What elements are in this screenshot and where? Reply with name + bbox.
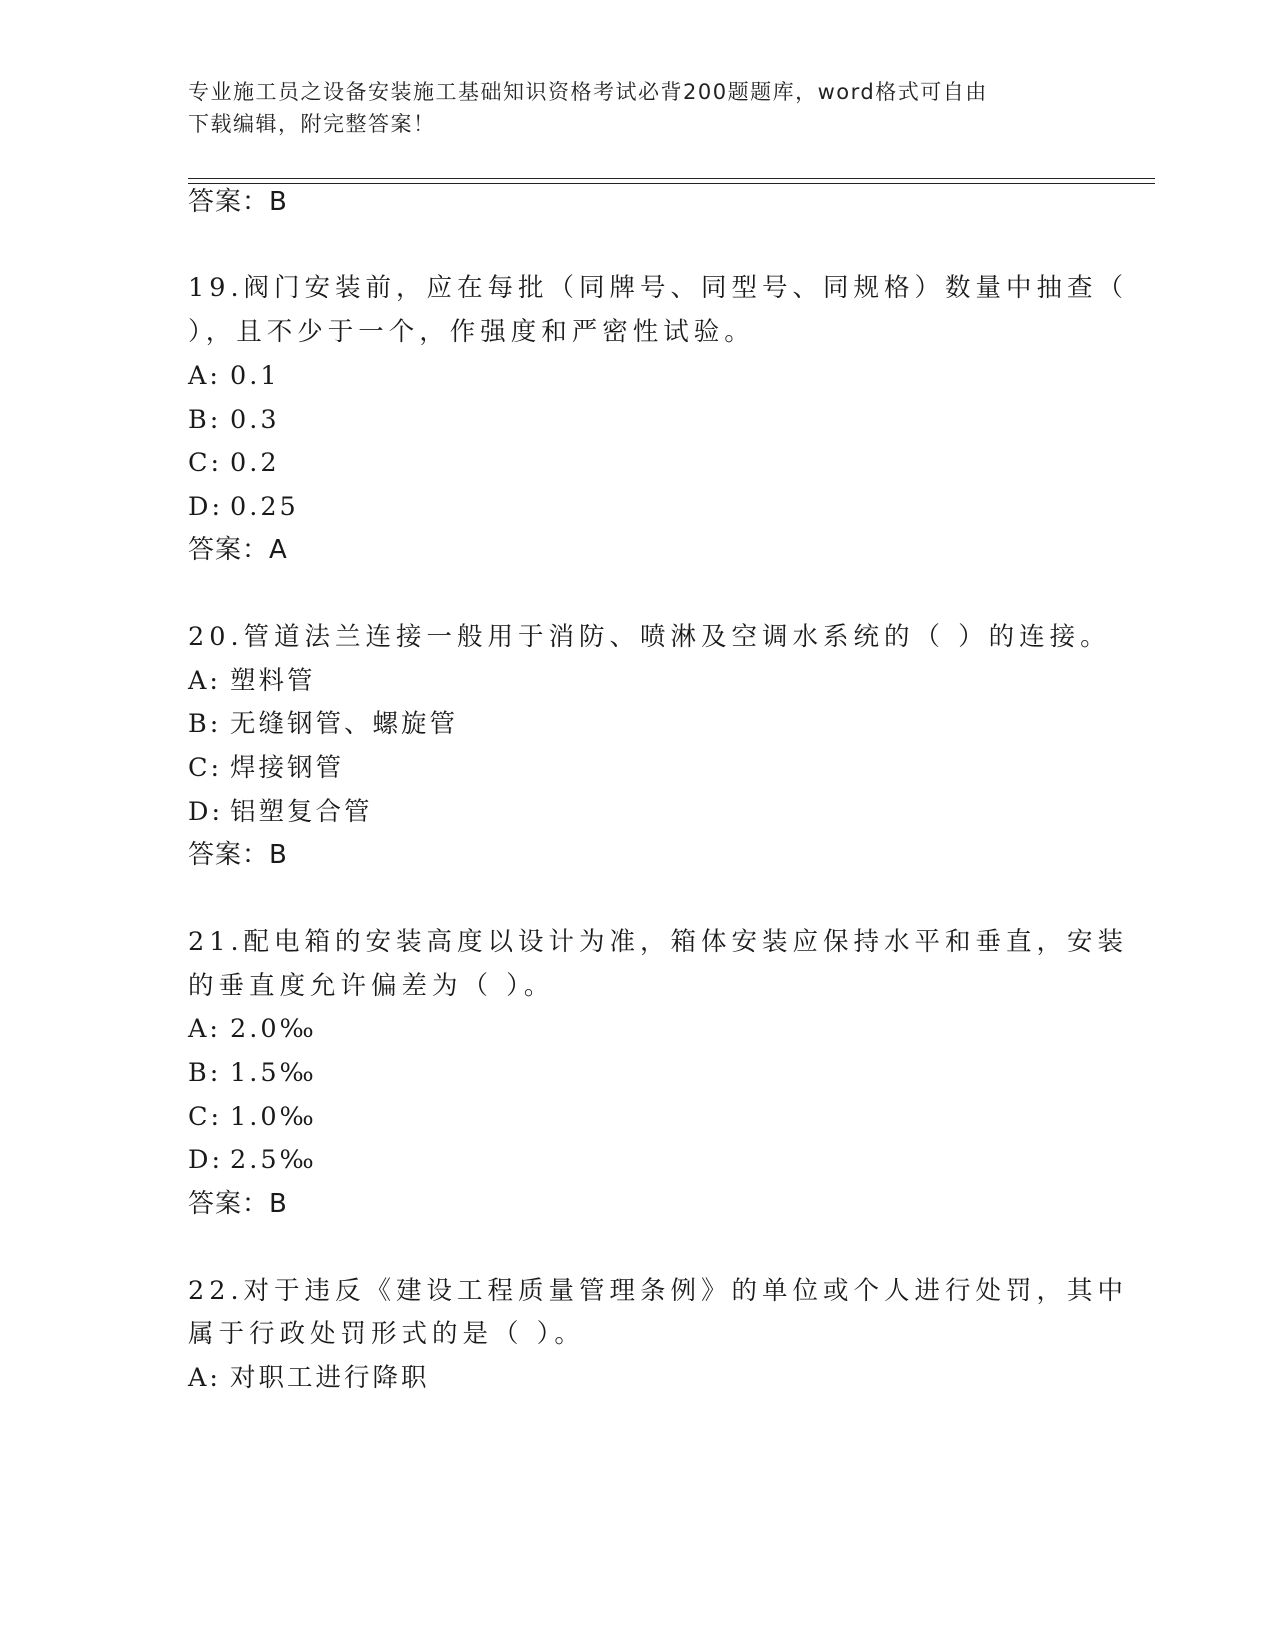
- option-text: 铝塑复合管: [230, 797, 373, 827]
- option-text: 0.25: [230, 492, 299, 522]
- question-stem-line: ），且不少于一个，作强度和严密性试验。: [188, 317, 755, 347]
- option-letter: B:: [188, 709, 222, 739]
- option-row: [188, 404, 280, 436]
- option-letter: A:: [188, 361, 222, 391]
- option-text: 1.5‰: [230, 1058, 317, 1088]
- option-text: 0.1: [230, 361, 280, 391]
- option-row: [188, 665, 316, 697]
- option-row: [188, 1362, 430, 1394]
- option-text: 0.3: [230, 405, 280, 435]
- option-letter: A:: [188, 666, 222, 696]
- option-text: 2.0‰: [230, 1014, 317, 1044]
- option-text: 对职工进行降职: [230, 1363, 430, 1393]
- option-letter: A:: [188, 1363, 222, 1393]
- option-letter: B:: [188, 405, 222, 435]
- option-row: [188, 1101, 317, 1133]
- option-row: [188, 447, 280, 479]
- option-letter: D:: [188, 1145, 224, 1175]
- option-letter: B:: [188, 1058, 222, 1088]
- option-letter: D:: [188, 797, 224, 827]
- answer-line: 答案：A: [188, 535, 288, 565]
- option-letter: A:: [188, 1014, 222, 1044]
- option-text: 无缝钢管、螺旋管: [230, 709, 459, 739]
- option-letter: C:: [188, 1102, 223, 1132]
- question-stem-line: 属于行政处罚形式的是（ ）。: [188, 1319, 585, 1349]
- option-row: [188, 491, 299, 523]
- answer-line: 答案：B: [188, 1189, 288, 1219]
- header-divider-top: [188, 178, 1155, 179]
- header-line-1: 专业施工员之设备安装施工基础知识资格考试必背200题题库，word格式可自由: [188, 80, 988, 104]
- question-stem-line: 20.管道法兰连接一般用于消防、喷淋及空调水系统的（ ）的连接。: [188, 622, 1111, 652]
- header-line-2: 下载编辑，附完整答案！: [188, 112, 436, 136]
- option-row: [188, 708, 458, 740]
- answer-line: 答案：B: [188, 840, 288, 870]
- option-text: 1.0‰: [230, 1102, 317, 1132]
- option-text: 塑料管: [230, 666, 316, 696]
- option-letter: D:: [188, 492, 224, 522]
- document-header: [188, 76, 1088, 140]
- question-stem-line: 的垂直度允许偏差为（ ）。: [188, 971, 555, 1001]
- option-letter: C:: [188, 448, 223, 478]
- option-text: 焊接钢管: [230, 753, 345, 783]
- answer-line: 答案：B: [188, 187, 288, 217]
- option-row: [188, 1057, 317, 1089]
- option-letter: C:: [188, 753, 223, 783]
- option-row: [188, 1013, 317, 1045]
- option-row: [188, 1144, 317, 1176]
- option-text: 0.2: [230, 448, 280, 478]
- option-text: 2.5‰: [230, 1145, 317, 1175]
- question-stem-line: 21.配电箱的安装高度以设计为准，箱体安装应保持水平和垂直，安装: [188, 927, 1129, 957]
- option-row: [188, 360, 280, 392]
- question-stem-line: 19.阀门安装前，应在每批（同牌号、同型号、同规格）数量中抽查（: [188, 273, 1129, 303]
- question-stem-line: 22.对于违反《建设工程质量管理条例》的单位或个人进行处罚，其中: [188, 1276, 1129, 1306]
- option-row: [188, 752, 344, 784]
- option-row: [188, 796, 373, 828]
- header-divider-bottom: [188, 183, 1155, 184]
